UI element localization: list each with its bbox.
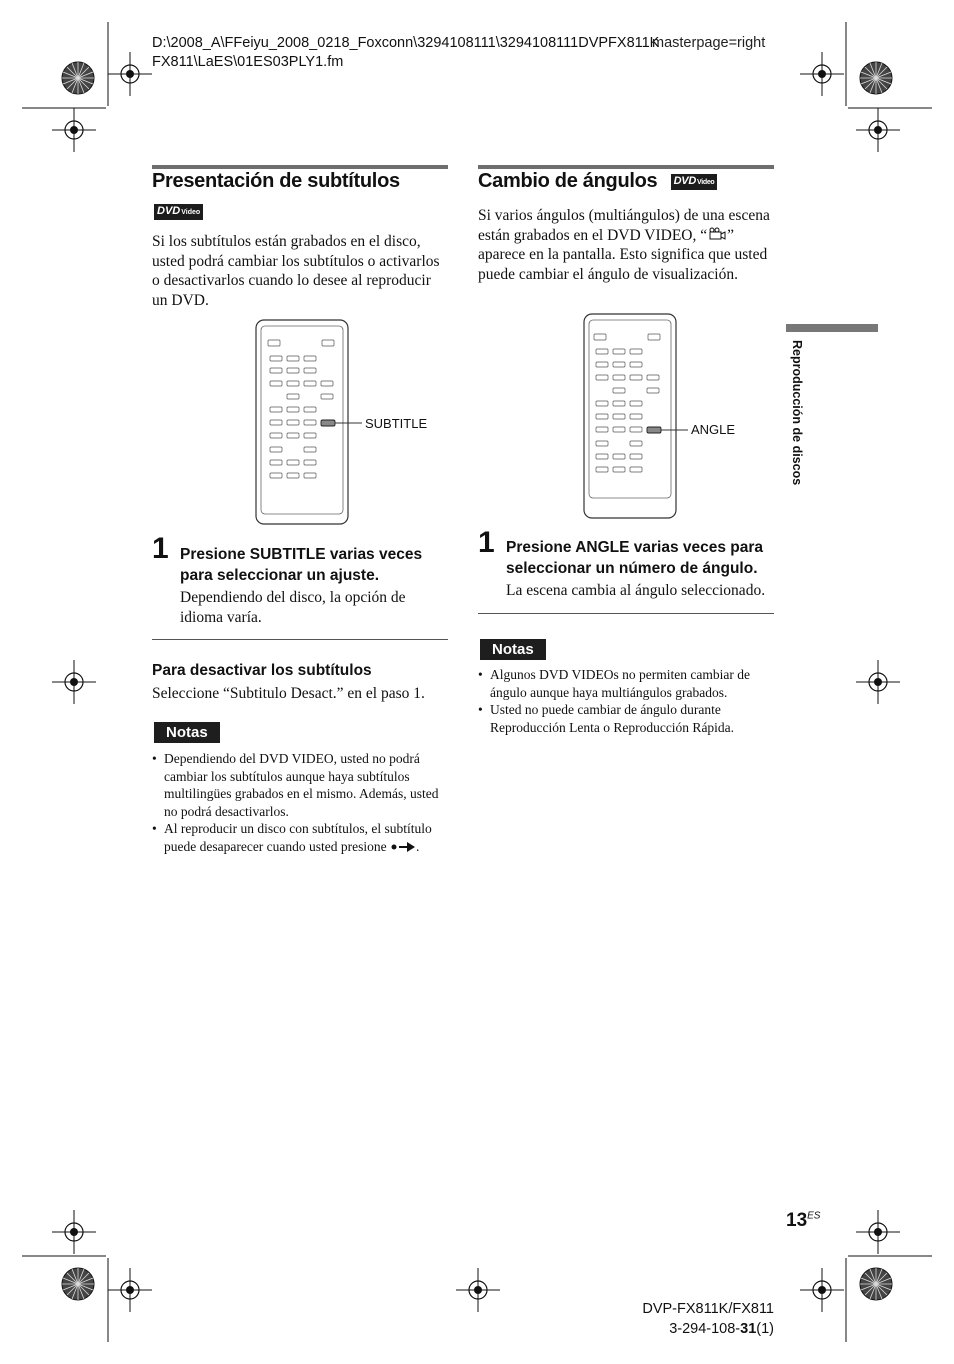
left-divider (152, 639, 448, 640)
left-step-number: 1 (152, 532, 169, 565)
left-section-title: Presentación de subtítulos (152, 170, 400, 192)
model-info (612, 1299, 774, 1339)
right-note-item: • Algunos DVD VIDEOs no permiten cambiar de ángulo aunque haya multiángulos grabados. (478, 666, 774, 701)
right-notes (478, 666, 774, 736)
right-step-title: Presione ANGLE varias veces para seleccionar un número de ángulo. (506, 539, 764, 577)
angle-icon (707, 227, 727, 241)
file-path-line1: D:\2008_A\FFeiyu_2008_0218_Foxconn\3294108111\3294108111DVPFX811K (152, 35, 660, 51)
left-intro: Si los subtítulos están grabados en el disco, usted podrá cambiar los subtítulos o activarlos o desactivarlos cuando lo desee al reproducir un DVD. (152, 233, 440, 309)
left-note-text: Al reproducir un disco con subtítulos, el subtítulo puede desaparecer cuando usted presione (164, 821, 432, 854)
right-step-text: La escena cambia al ángulo seleccionado. (506, 582, 766, 599)
right-divider (478, 613, 774, 614)
left-sub-heading: Para desactivar los subtítulos (152, 662, 372, 679)
left-notas-label: Notas (154, 722, 220, 743)
right-note-item: • Usted no puede cambiar de ángulo durante Reproducción Lenta o Reproducción Rápida. (478, 701, 774, 736)
right-notas-label: Notas (480, 639, 546, 660)
left-title-bar (152, 165, 448, 169)
left-sub-text: Seleccione “Subtitulo Desact.” en el paso 1. (152, 685, 425, 702)
left-note-item (152, 820, 450, 855)
right-intro: Si varios ángulos (multiángulos) de una escena están grabados en el DVD VIDEO, “ ” aparece en la pantalla. Esto significa que usted puede cambiar el ángulo de visualización. (478, 207, 770, 283)
subtitle-callout: SUBTITLE (365, 416, 428, 431)
file-path (152, 34, 659, 72)
angle-callout: ANGLE (691, 422, 736, 437)
left-step-text: Dependiendo del disco, la opción de idioma varía. (180, 589, 406, 626)
right-section-title: Cambio de ángulos DVDVideo (478, 170, 717, 193)
side-tab-bar (786, 324, 878, 332)
left-notes (152, 750, 450, 855)
left-dvd-logo: DVDVideo (154, 201, 203, 220)
right-title-bar (478, 165, 774, 169)
right-dvd-logo: DVDVideo (671, 174, 718, 190)
file-path-line2: FX811\LaES\01ES03PLY1.fm (152, 54, 344, 70)
right-step-number: 1 (478, 526, 495, 559)
left-step-title: Presione SUBTITLE varias veces para seleccionar un ajuste. (180, 546, 423, 584)
model-name: DVP-FX811K/FX811 (642, 1301, 774, 1317)
play-arrow-icon (390, 842, 416, 852)
master-page-label: masterpage=right (652, 35, 766, 51)
model-code: 3-294-108-31(1) (669, 1321, 774, 1337)
left-note-end: . (416, 838, 420, 854)
remote-control-right (582, 312, 778, 520)
page-number: $13^{ES}$ (786, 1210, 821, 1231)
side-tab-label: Reproducción de discos (790, 340, 804, 486)
left-note-item: • Dependiendo del DVD VIDEO, usted no podrá cambiar los subtítulos aunque haya subtítulos multilingües grabados en el mismo. Además, usted no podrá desactivarlos. (152, 750, 450, 820)
